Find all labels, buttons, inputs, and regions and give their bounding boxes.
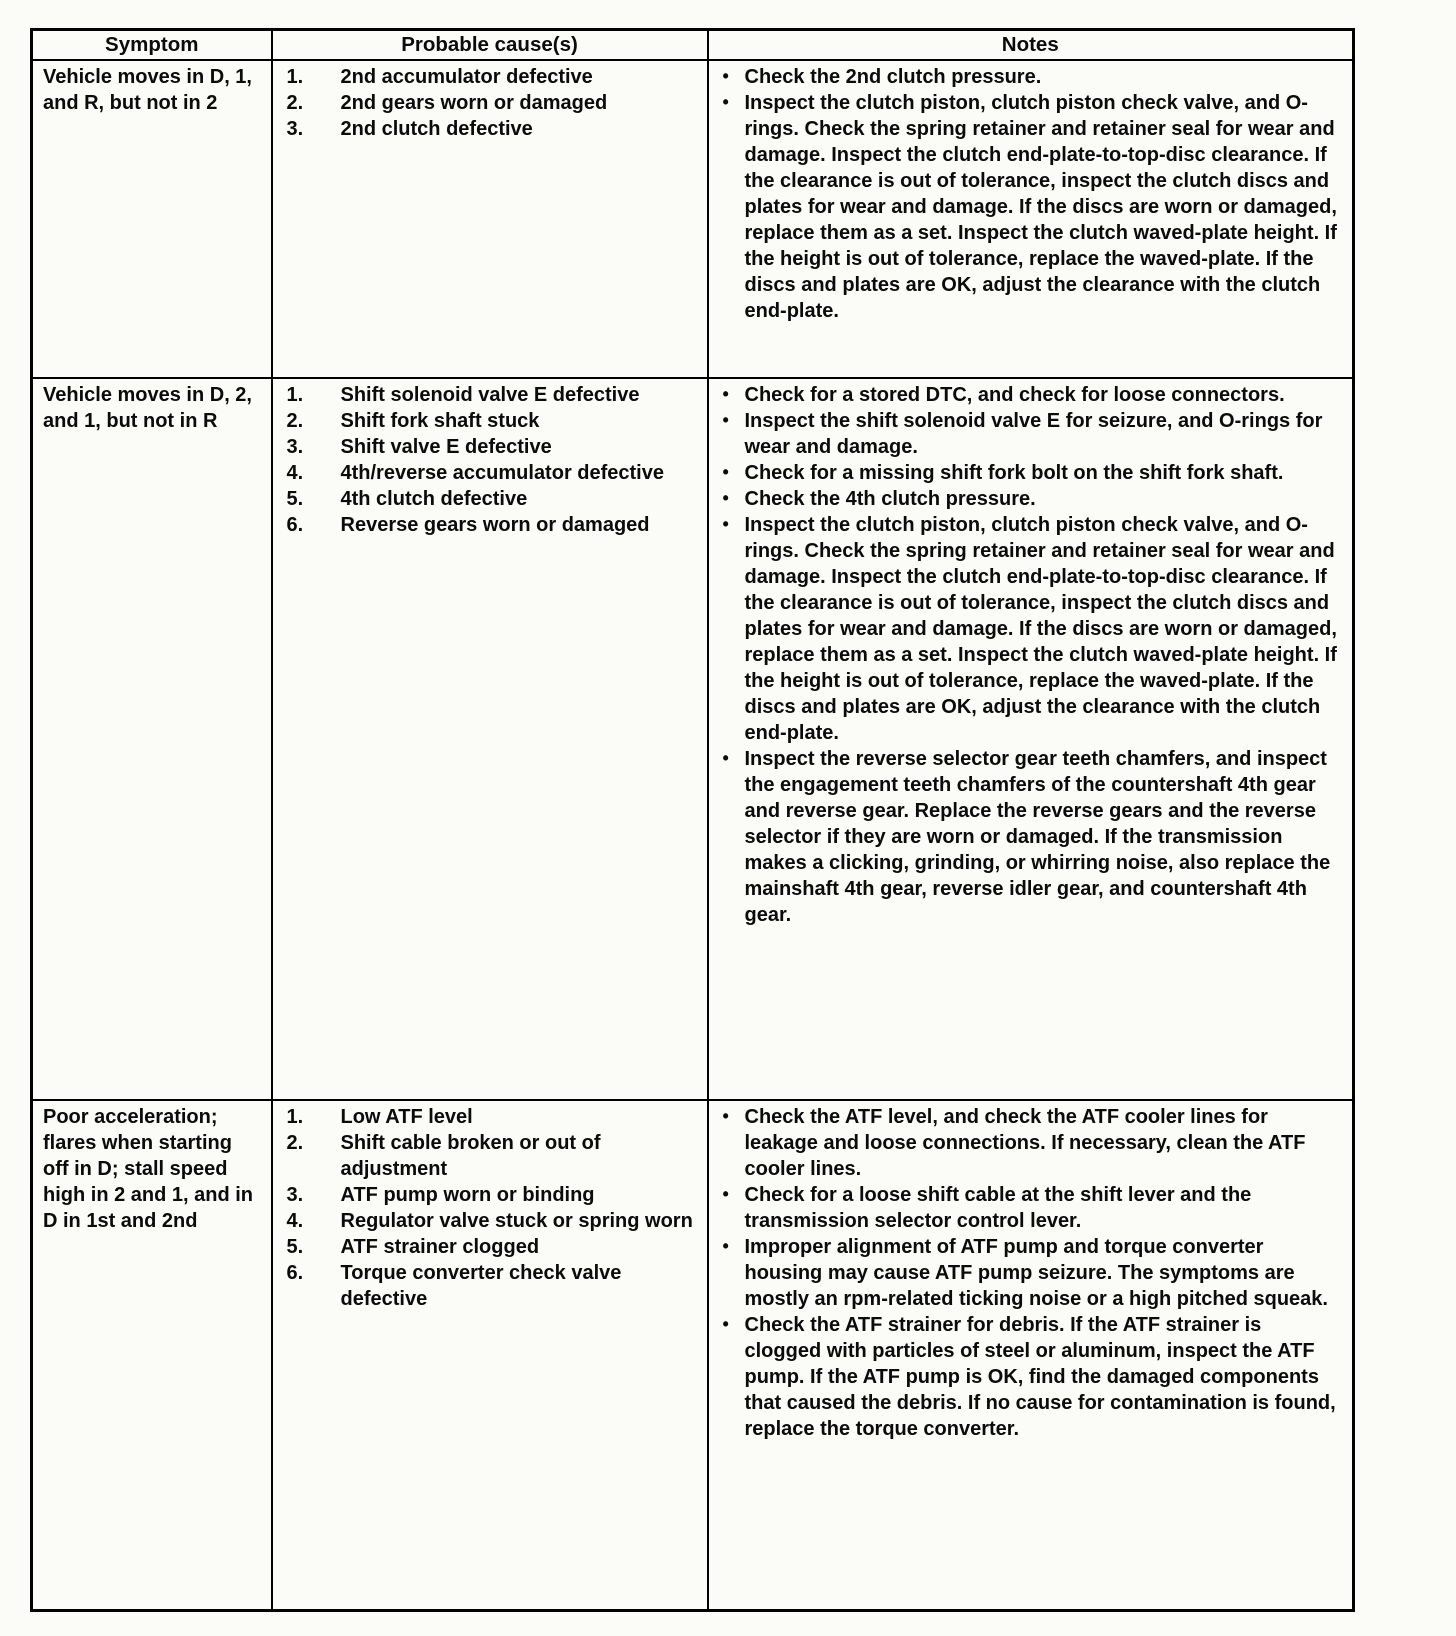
table-row bbox=[32, 1100, 1354, 1610]
causes-cell bbox=[272, 378, 708, 1100]
cause-item: Regulator valve stuck or spring worn bbox=[340, 1210, 693, 1232]
notes-cell bbox=[708, 60, 1354, 378]
cause-item: Shift fork shaft stuck bbox=[340, 410, 540, 432]
cause-item: Torque converter check valve defective bbox=[340, 1262, 622, 1310]
cause-item: Shift valve E defective bbox=[340, 436, 552, 458]
note-item: • Improper alignment of ATF pump and torque converter housing may cause ATF pump seizure. The symptoms are mostly an rpm-related ticking noise or a high pitched squeak. bbox=[715, 1234, 1341, 1312]
cause-item: 4th/reverse accumulator defective bbox=[340, 462, 664, 484]
note-item: • Inspect the clutch piston, clutch piston check valve, and O-rings. Check the spring retainer and retainer seal for wear and damage. Inspect the clutch end-plate-to-top-disc clearance. If the clearance is out of tolerance, inspect the clutch discs and plates for wear and damage. If the discs are worn or damaged, replace them as a set. Inspect the clutch waved-plate height. If the height is out of tolerance, replace the waved-plate. If the discs and plates are OK, adjust the clearance with the clutch end-plate. bbox=[715, 90, 1341, 324]
note-item: • Check the 2nd clutch pressure. bbox=[715, 64, 1341, 90]
notes-cell bbox=[708, 1100, 1354, 1610]
symptom-cell: Vehicle moves in D, 1, and R, but not in 2 bbox=[32, 60, 272, 378]
notes-cell bbox=[708, 378, 1354, 1100]
cause-item: Shift cable broken or out of adjustment bbox=[340, 1132, 601, 1180]
note-item: • Check the ATF strainer for debris. If the ATF strainer is clogged with particles of steel or aluminum, inspect the ATF pump. If the ATF pump is OK, find the damaged components that caused the debris. If no cause for contamination is found, replace the torque converter. bbox=[715, 1312, 1341, 1442]
cause-item: Shift solenoid valve E defective bbox=[340, 384, 640, 406]
note-item: • Check the 4th clutch pressure. bbox=[715, 486, 1341, 512]
column-header-probable-causes: Probable cause(s) bbox=[272, 30, 708, 61]
causes-cell bbox=[272, 1100, 708, 1610]
note-item: • Inspect the shift solenoid valve E for seizure, and O-rings for wear and damage. bbox=[715, 408, 1341, 460]
note-item: • Inspect the reverse selector gear teeth chamfers, and inspect the engagement teeth chamfers of the countershaft 4th gear and reverse gear. Replace the reverse gears and the reverse selector if they are worn or damaged. If the transmission makes a clicking, grinding, or whirring noise, also replace the mainshaft 4th gear, reverse idler gear, and countershaft 4th gear. bbox=[715, 746, 1341, 928]
note-item: • Check for a stored DTC, and check for loose connectors. bbox=[715, 382, 1341, 408]
troubleshooting-table bbox=[30, 28, 1355, 1612]
cause-item: Low ATF level bbox=[340, 1106, 473, 1128]
table-row bbox=[32, 378, 1354, 1100]
cause-item: 4th clutch defective bbox=[340, 488, 528, 510]
cause-item: ATF pump worn or binding bbox=[340, 1184, 595, 1206]
notes-list bbox=[715, 64, 1341, 324]
note-item: • Check for a missing shift fork bolt on the shift fork shaft. bbox=[715, 460, 1341, 486]
notes-list bbox=[715, 1104, 1341, 1442]
causes-list bbox=[279, 64, 701, 142]
note-item: • Inspect the clutch piston, clutch piston check valve, and O-rings. Check the spring retainer and retainer seal for wear and damage. Inspect the clutch end-plate-to-top-disc clearance. If the clearance is out of tolerance, inspect the clutch discs and plates for wear and damage. If the discs are worn or damaged, replace them as a set. Inspect the clutch waved-plate height. If the height is out of tolerance, replace the waved-plate. If the discs and plates are OK, adjust the clearance with the clutch end-plate. bbox=[715, 512, 1341, 746]
symptom-cell: Poor acceleration; flares when starting off in D; stall speed high in 2 and 1, and in D in 1st and 2nd bbox=[32, 1100, 272, 1610]
column-header-notes: Notes bbox=[708, 30, 1354, 61]
causes-list bbox=[279, 382, 701, 538]
cause-item: ATF strainer clogged bbox=[340, 1236, 540, 1258]
cause-item: Reverse gears worn or damaged bbox=[340, 514, 650, 536]
cause-item: 2nd accumulator defective bbox=[340, 66, 593, 88]
symptom-cell: Vehicle moves in D, 2, and 1, but not in R bbox=[32, 378, 272, 1100]
header-row bbox=[32, 30, 1354, 61]
table-row bbox=[32, 60, 1354, 378]
column-header-symptom: Symptom bbox=[32, 30, 272, 61]
cause-item: 2nd gears worn or damaged bbox=[340, 92, 608, 114]
notes-list bbox=[715, 382, 1341, 928]
causes-list bbox=[279, 1104, 701, 1312]
note-item: • Check the ATF level, and check the ATF cooler lines for leakage and loose connections. If necessary, clean the ATF cooler lines. bbox=[715, 1104, 1341, 1182]
causes-cell bbox=[272, 60, 708, 378]
cause-item: 2nd clutch defective bbox=[340, 118, 533, 140]
note-item: • Check for a loose shift cable at the shift lever and the transmission selector control lever. bbox=[715, 1182, 1341, 1234]
